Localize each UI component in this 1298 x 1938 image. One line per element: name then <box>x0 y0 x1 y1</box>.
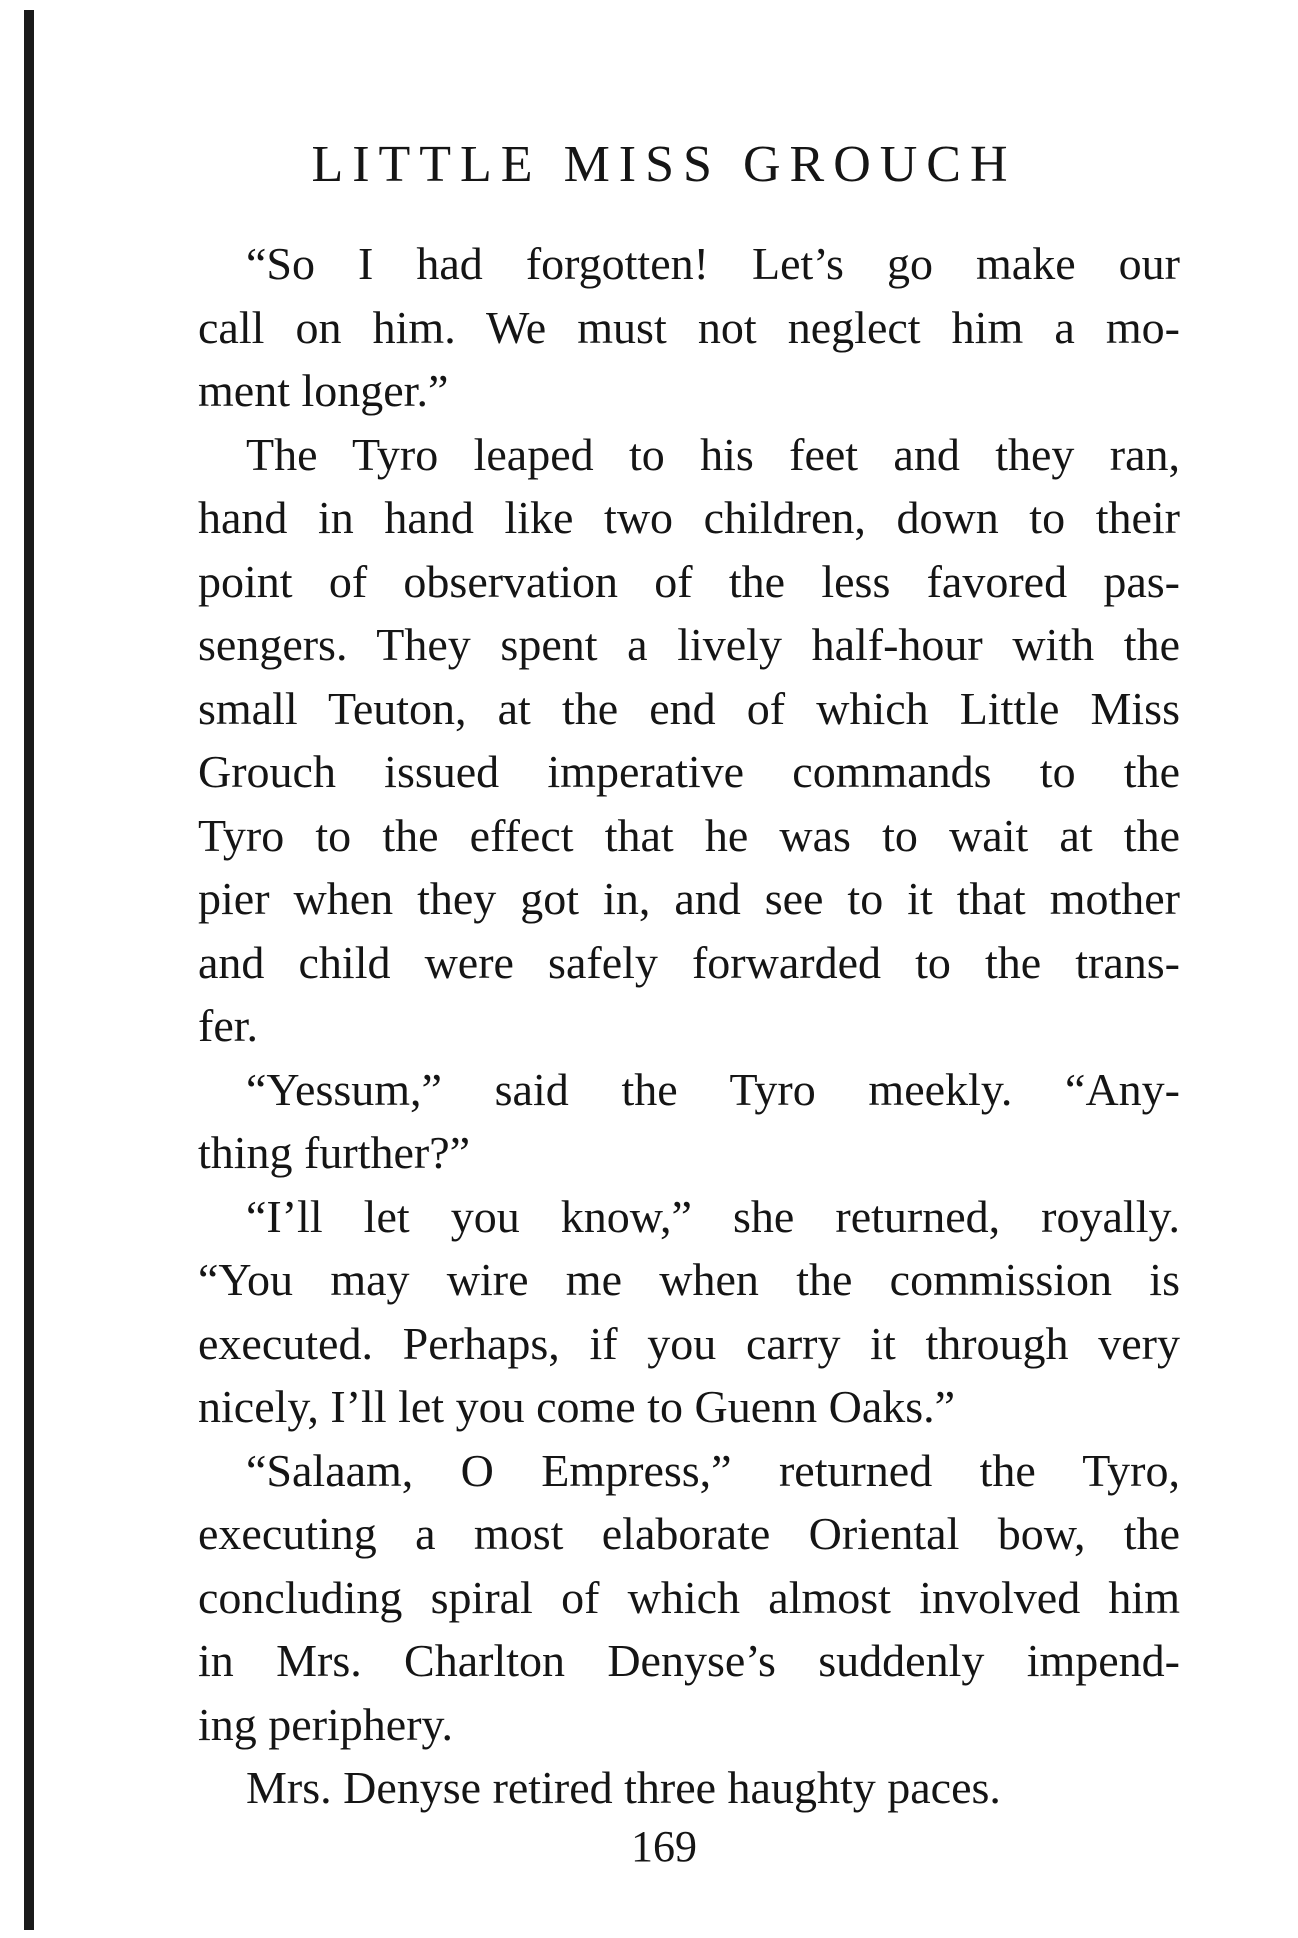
text-line: “I’ll let you know,” she returned, royally. <box>246 1190 1180 1242</box>
text-line: The Tyro leaped to his feet and they ran, <box>246 428 1180 480</box>
text-line: sengers. They spent a lively half-hour with the <box>198 619 1180 670</box>
text-line: concluding spiral of which almost involved him <box>198 1571 1180 1623</box>
text-line: Mrs. Denyse retired three haughty paces. <box>246 1762 1001 1813</box>
text-line: thing further?” <box>198 1127 471 1178</box>
text-line: ing periphery. <box>198 1698 454 1750</box>
text-line: “Yessum,” said the Tyro meekly. “Any- <box>246 1063 1180 1115</box>
binding-edge <box>24 10 34 1930</box>
running-head: LITTLE MISS GROUCH <box>311 136 1017 193</box>
text-line: Grouch issued imperative commands to the <box>198 746 1180 797</box>
text-line: call on him. We must not neglect him a mo- <box>198 301 1180 353</box>
text-line: point of observation of the less favored pas- <box>198 555 1180 607</box>
text-line: fer. <box>198 1000 259 1051</box>
text-line: and child were safely forwarded to the trans- <box>198 936 1180 988</box>
text-line: hand in hand like two children, down to their <box>198 492 1180 543</box>
text-line: executed. Perhaps, if you carry it through very <box>198 1317 1180 1369</box>
text-line: ment longer.” <box>198 365 449 416</box>
body-text <box>198 232 1180 1820</box>
text-line: in Mrs. Charlton Denyse’s suddenly impend- <box>198 1635 1180 1686</box>
page-number: 169 <box>631 1822 697 1871</box>
text-line: “Salaam, O Empress,” returned the Tyro, <box>246 1444 1180 1496</box>
text-line: pier when they got in, and see to it that mother <box>198 873 1180 924</box>
text-line: small Teuton, at the end of which Little Miss <box>198 682 1180 734</box>
text-line: nicely, I’ll let you come to Guenn Oaks.” <box>198 1381 956 1432</box>
text-line: “So I had forgotten! Let’s go make our <box>246 238 1180 289</box>
text-line: Tyro to the effect that he was to wait at the <box>198 809 1180 861</box>
text-line: executing a most elaborate Oriental bow, the <box>198 1508 1180 1559</box>
text-line: “You may wire me when the commission is <box>198 1254 1180 1305</box>
